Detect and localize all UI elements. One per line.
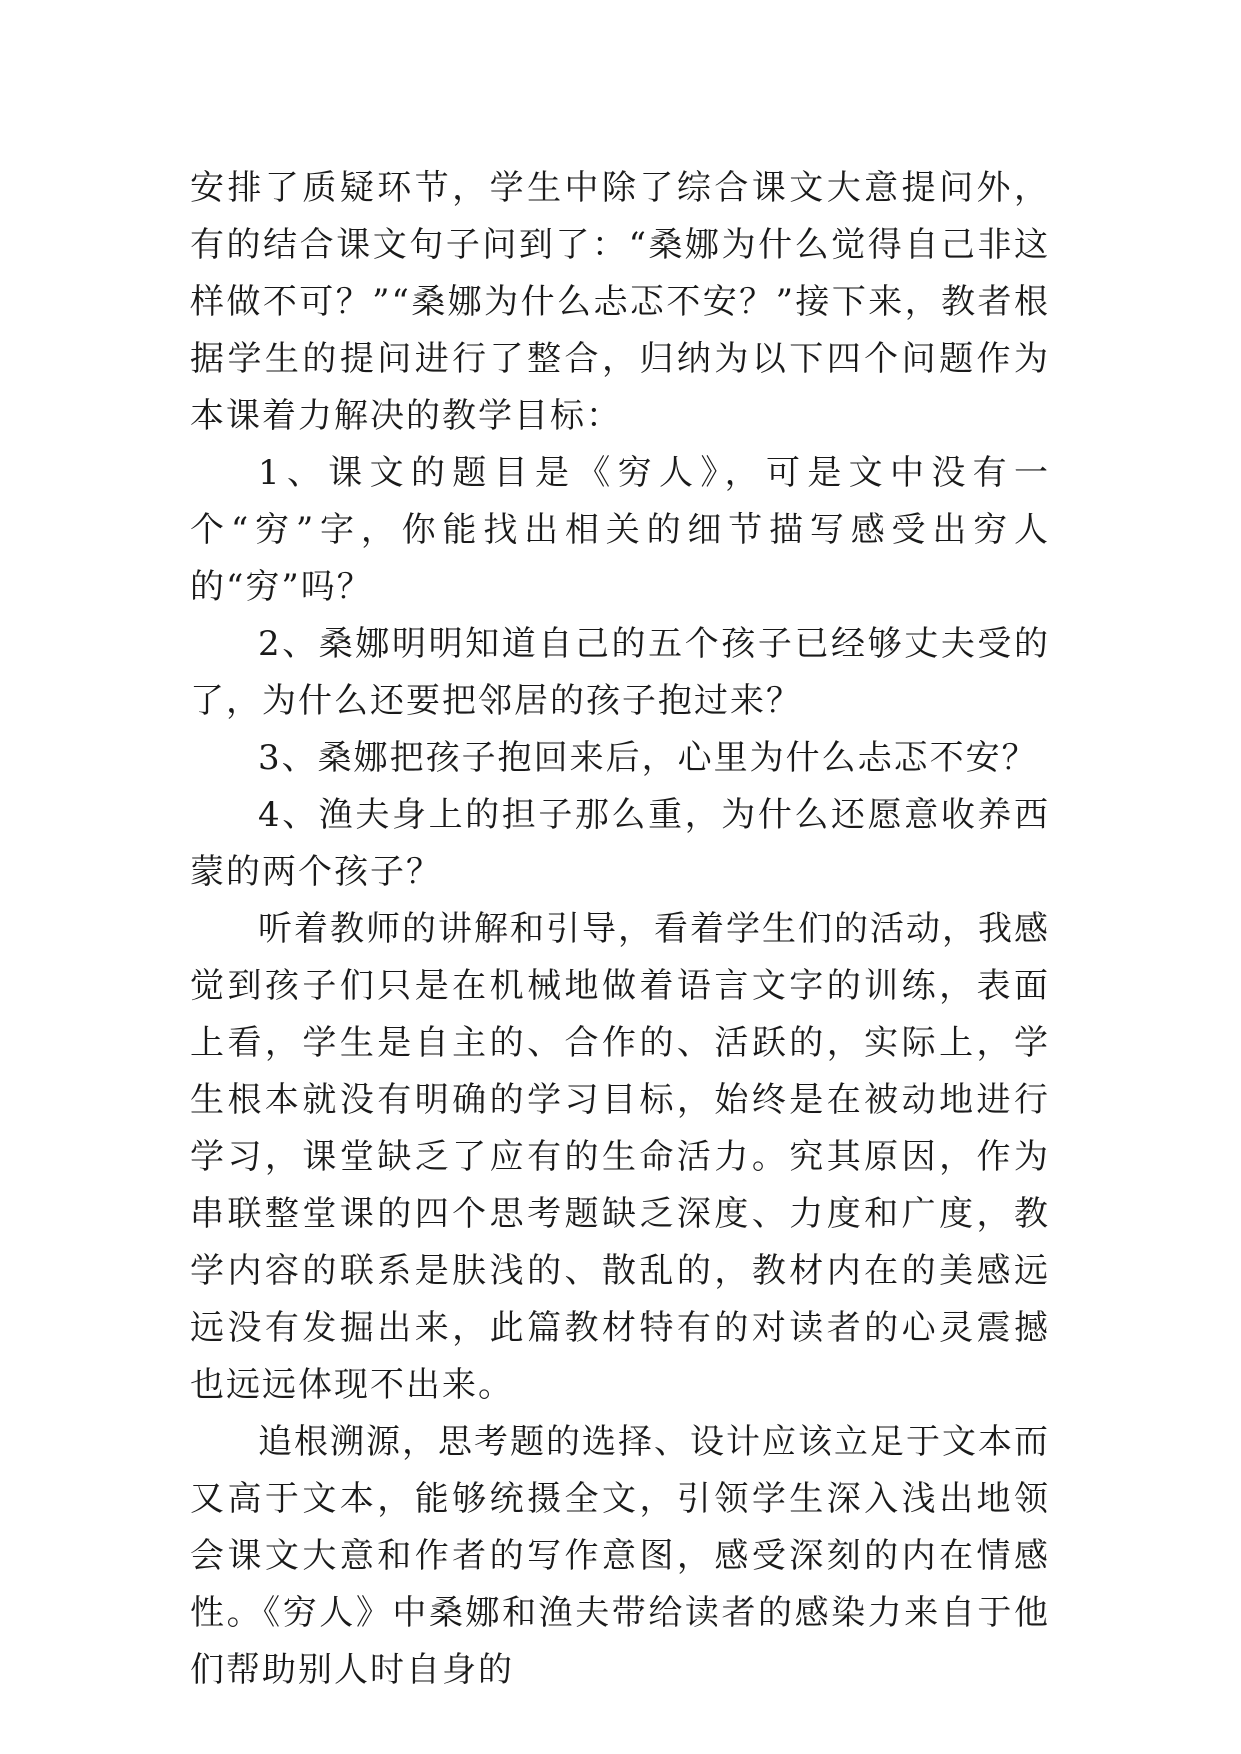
paragraph-intro: 安排了质疑环节，学生中除了综合课文大意提问外，有的结合课文句子问到了：“桑娜为什么觉得自己非这样做不可？”“桑娜为什么忐忑不安？”接下来，教者根据学生的提问进行了整合，归纳为以下四个问题作为本课着力解决的教学目标： (190, 168, 1050, 436)
paragraph-reflection: 听着教师的讲解和引导，看着学生们的活动，我感觉到孩子们只是在机械地做着语言文字的训练，表面上看，学生是自主的、合作的、活跃的，实际上，学生根本就没有明确的学习目标，始终是在被动地进行学习，课堂缺乏了应有的生命活力。究其原因，作为串联整堂课的四个思考题缺乏深度、力度和广度，教学内容的联系是肤浅的、散乱的，教材内在的美感远远没有发掘出来，此篇教材特有的对读者的心灵震撼也远远体现不出来。 (190, 909, 1050, 1405)
paragraph-question-1: 1、课文的题目是《穷人》，可是文中没有一个“穷”字，你能找出相关的细节描写感受出穷人的“穷”吗？ (190, 453, 1050, 607)
paragraph-analysis: 追根溯源，思考题的选择、设计应该立足于文本而又高于文本，能够统摄全文，引领学生深入浅出地领会课文大意和作者的写作意图，感受深刻的内在情感性。《穷人》中桑娜和渔夫带给读者的感染力来自于他们帮助别人时自身的 (190, 1422, 1050, 1690)
document-page (190, 160, 1050, 1699)
paragraph-question-3: 3、桑娜把孩子抱回来后，心里为什么忐忑不安？ (258, 738, 1038, 778)
paragraph-question-4: 4、渔夫身上的担子那么重，为什么还愿意收养西蒙的两个孩子？ (190, 795, 1050, 892)
paragraph-question-2: 2、桑娜明明知道自己的五个孩子已经够丈夫受的了，为什么还要把邻居的孩子抱过来？ (190, 624, 1050, 721)
